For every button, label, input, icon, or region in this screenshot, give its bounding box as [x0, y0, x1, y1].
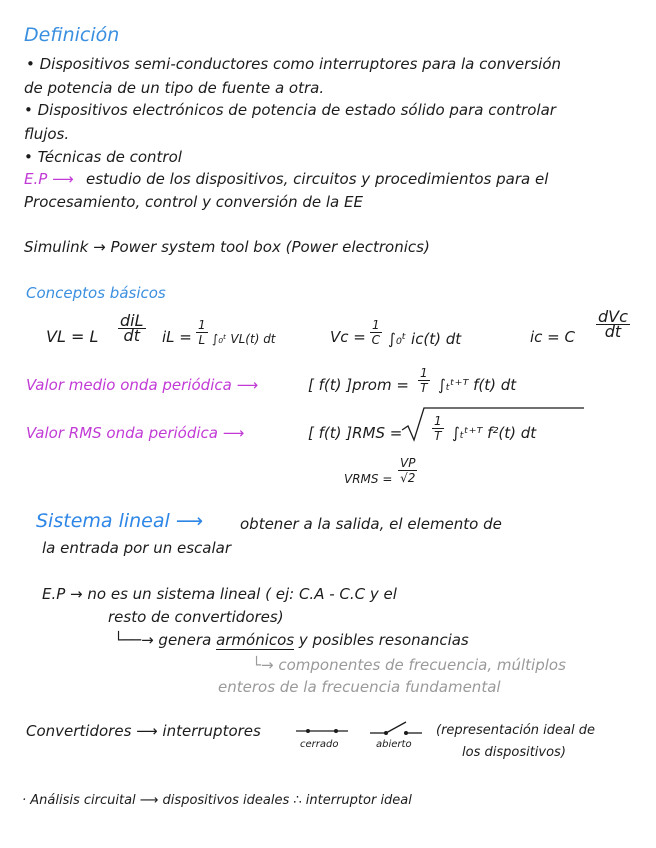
bullet-2-line-1: • Dispositivos electrónicos de potencia de estado sólido para controlar: [24, 101, 556, 119]
ep-line-1: estudio de los dispositivos, circuitos y procedimientos para el: [86, 170, 549, 188]
vrms-formula: VRMS =: [344, 472, 393, 486]
formula-vl-fraction: [118, 311, 146, 345]
formula-ic: ic = C: [530, 328, 575, 346]
vrms-numerator: VP: [400, 456, 416, 470]
valor-rms-denominator: T: [434, 429, 442, 443]
formula-il-fraction: [196, 318, 208, 347]
ep-no-lineal-line-5: enteros de la frecuencia fundamental: [218, 678, 501, 696]
ep-no-lineal-line-2: resto de convertidores): [108, 608, 284, 626]
vc-denominator: C: [371, 333, 381, 347]
valor-medio-label: Valor medio onda periódica ⟶: [26, 376, 259, 394]
heading-conceptos: Conceptos básicos: [26, 284, 166, 302]
vc-numerator: 1: [372, 318, 380, 332]
ic-denominator: dt: [604, 322, 622, 341]
vrms-fraction: [398, 456, 417, 485]
bullet-1-line-2: de potencia de un tipo de fuente a otra.: [24, 79, 325, 97]
valor-medio-lhs: [ f(t) ]prom =: [308, 376, 409, 394]
convertidores-note-line-2: los dispositivos): [462, 745, 566, 760]
il-denominator: L: [198, 333, 206, 347]
analisis-line: · Análisis circuital ⟶ dispositivos ideales ∴ interruptor ideal: [22, 793, 412, 808]
formula-il: iL =: [162, 328, 192, 346]
formula-vc-fraction: [370, 318, 382, 347]
formula-il-integral: ∫₀ᵗ VL(t) dt: [212, 332, 276, 346]
valor-rms-lhs: [ f(t) ]RMS =: [308, 424, 403, 442]
switch-cerrado-label: cerrado: [300, 739, 339, 750]
simulink-line: Simulink → Power system tool box (Power electronics): [24, 238, 430, 256]
formula-ic-fraction: [596, 307, 630, 341]
bullet-1-line-1: • Dispositivos semi-conductores como interruptores para la conversión: [26, 55, 561, 73]
ep-label: E.P ⟶: [24, 170, 74, 188]
armonicos-underlined: armónicos: [216, 631, 295, 649]
formula-vc: Vc =: [330, 328, 366, 346]
vl-numerator: diL: [120, 311, 144, 330]
valor-rms-numerator: 1: [434, 414, 442, 428]
formula-vc-integral: ∫₀ᵗ ic(t) dt: [388, 330, 462, 348]
valor-medio-fraction: [418, 366, 430, 395]
sistema-line-2: la entrada por un escalar: [42, 539, 232, 557]
formula-vl: VL = L: [46, 327, 99, 346]
valor-rms-fraction: [432, 414, 444, 443]
heading-sistema-lineal: Sistema lineal ⟶: [36, 510, 204, 532]
bullet-3: • Técnicas de control: [24, 148, 182, 166]
ic-numerator: dVc: [598, 307, 628, 326]
ep-line-2: Procesamiento, control y conversión de la EE: [24, 193, 363, 211]
switch-abierto-label: abierto: [376, 739, 412, 750]
convertidores-note-line-1: (representación ideal de: [436, 723, 595, 738]
il-numerator: 1: [198, 318, 206, 332]
sistema-line-1: obtener a la salida, el elemento de: [240, 515, 502, 533]
bullet-2-line-2: flujos.: [24, 125, 70, 143]
ep-no-lineal-line-1: E.P → no es un sistema lineal ( ej: C.A - C.C y el: [42, 585, 397, 603]
ep-no-lineal-line-3: └──→ genera armónicos y posibles resonancias: [114, 631, 469, 649]
vl-denominator: dt: [123, 326, 140, 345]
convertidores-line: Convertidores ⟶ interruptores: [26, 722, 261, 740]
vrms-denominator: √2: [400, 471, 416, 485]
heading-definicion: Definición: [24, 24, 120, 46]
valor-medio-numerator: 1: [420, 366, 428, 380]
valor-medio-integral: ∫ₜᵗ⁺ᵀ f(t) dt: [438, 376, 517, 394]
valor-rms-label: Valor RMS onda periódica ⟶: [26, 424, 245, 442]
valor-rms-integral: ∫ₜᵗ⁺ᵀ f²(t) dt: [452, 424, 537, 442]
valor-medio-denominator: T: [420, 381, 428, 395]
ep-no-lineal-line-4: └→ componentes de frecuencia, múltiplos: [252, 656, 566, 674]
